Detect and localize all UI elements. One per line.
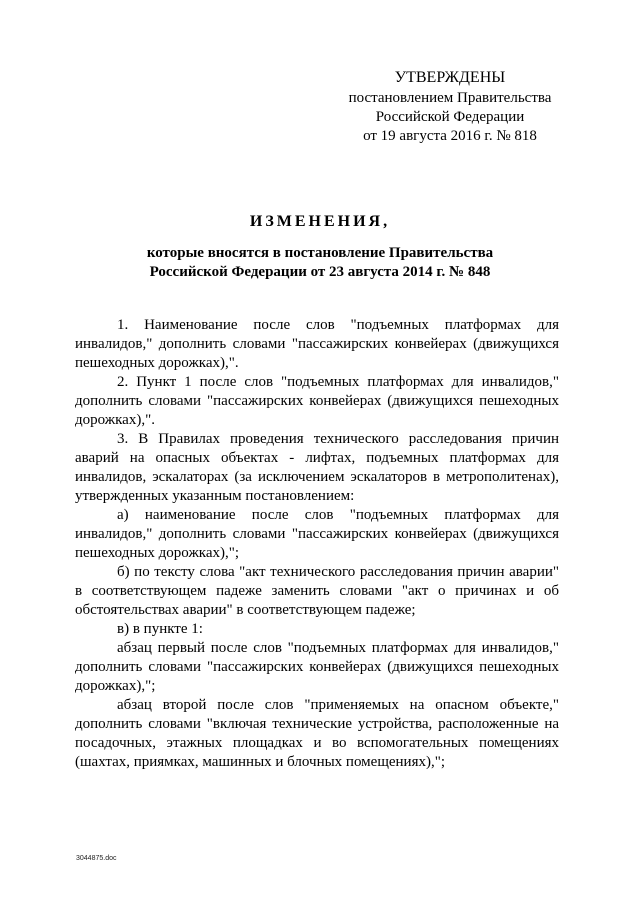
- paragraph-item-1: 1. Наименование после слов "подъемных платформах для инвалидов," дополнить словами "пассажирских конвейерах (движущихся пешеходных дорожках),".: [75, 317, 559, 371]
- paragraph-subitem-v: в) в пункте 1:: [117, 621, 203, 637]
- paragraph-subitem-b: б) по тексту слова "акт технического расследования причин аварии" в соответствующем падеже заменить словами "акт о причинах и об обстоятельствах аварии" в соответствующем падеже;: [75, 564, 559, 618]
- paragraph-item-3: 3. В Правилах проведения технического расследования причин аварий на опасных объектах - лифтах, подъемных платформах для инвалидов, эскалаторах (за исключением эскалаторов в метрополитенах), утвержденных указанным постановлением:: [75, 431, 559, 504]
- paragraph-subitem-a: а) наименование после слов "подъемных платформах для инвалидов," дополнить словами "пассажирских конвейерах (движущихся пешеходных дорожках),";: [75, 507, 559, 561]
- paragraph-abzac-2: абзац второй после слов "применяемых на опасном объекте," дополнить словами "включая технические устройства, расположенные на посадочных, этажных площадках и во вспомогательных помещениях (шахтах, приямках, машинных и блочных помещениях),";: [75, 697, 559, 770]
- document-body: [75, 316, 559, 772]
- approval-line-3: от 19 августа 2016 г. № 818: [363, 128, 537, 144]
- paragraph-item-2: 2. Пункт 1 после слов "подъемных платформах для инвалидов," дополнить словами "пассажирских конвейерах (движущихся пешеходных дорожках),".: [75, 374, 559, 428]
- document-title: ИЗМЕНЕНИЯ,: [249, 213, 391, 230]
- document-title-block: [60, 212, 580, 282]
- footer-doc-id: 3044875.doc: [76, 855, 117, 862]
- paragraph-abzac-1: абзац первый после слов "подъемных платформах для инвалидов," дополнить словами "пассажирских конвейерах (движущихся пешеходных дорожках),";: [75, 640, 559, 694]
- approval-heading: УТВЕРЖДЕНЫ: [394, 69, 506, 86]
- approval-line-1: постановлением Правительства: [348, 90, 552, 106]
- approval-stamp: [300, 68, 600, 146]
- document-subtitle-line-2: Российской Федерации от 23 августа 2014 г. № 848: [149, 264, 491, 280]
- document-subtitle-line-1: которые вносятся в постановление Правительства: [146, 245, 494, 261]
- approval-line-2: Российской Федерации: [375, 109, 525, 125]
